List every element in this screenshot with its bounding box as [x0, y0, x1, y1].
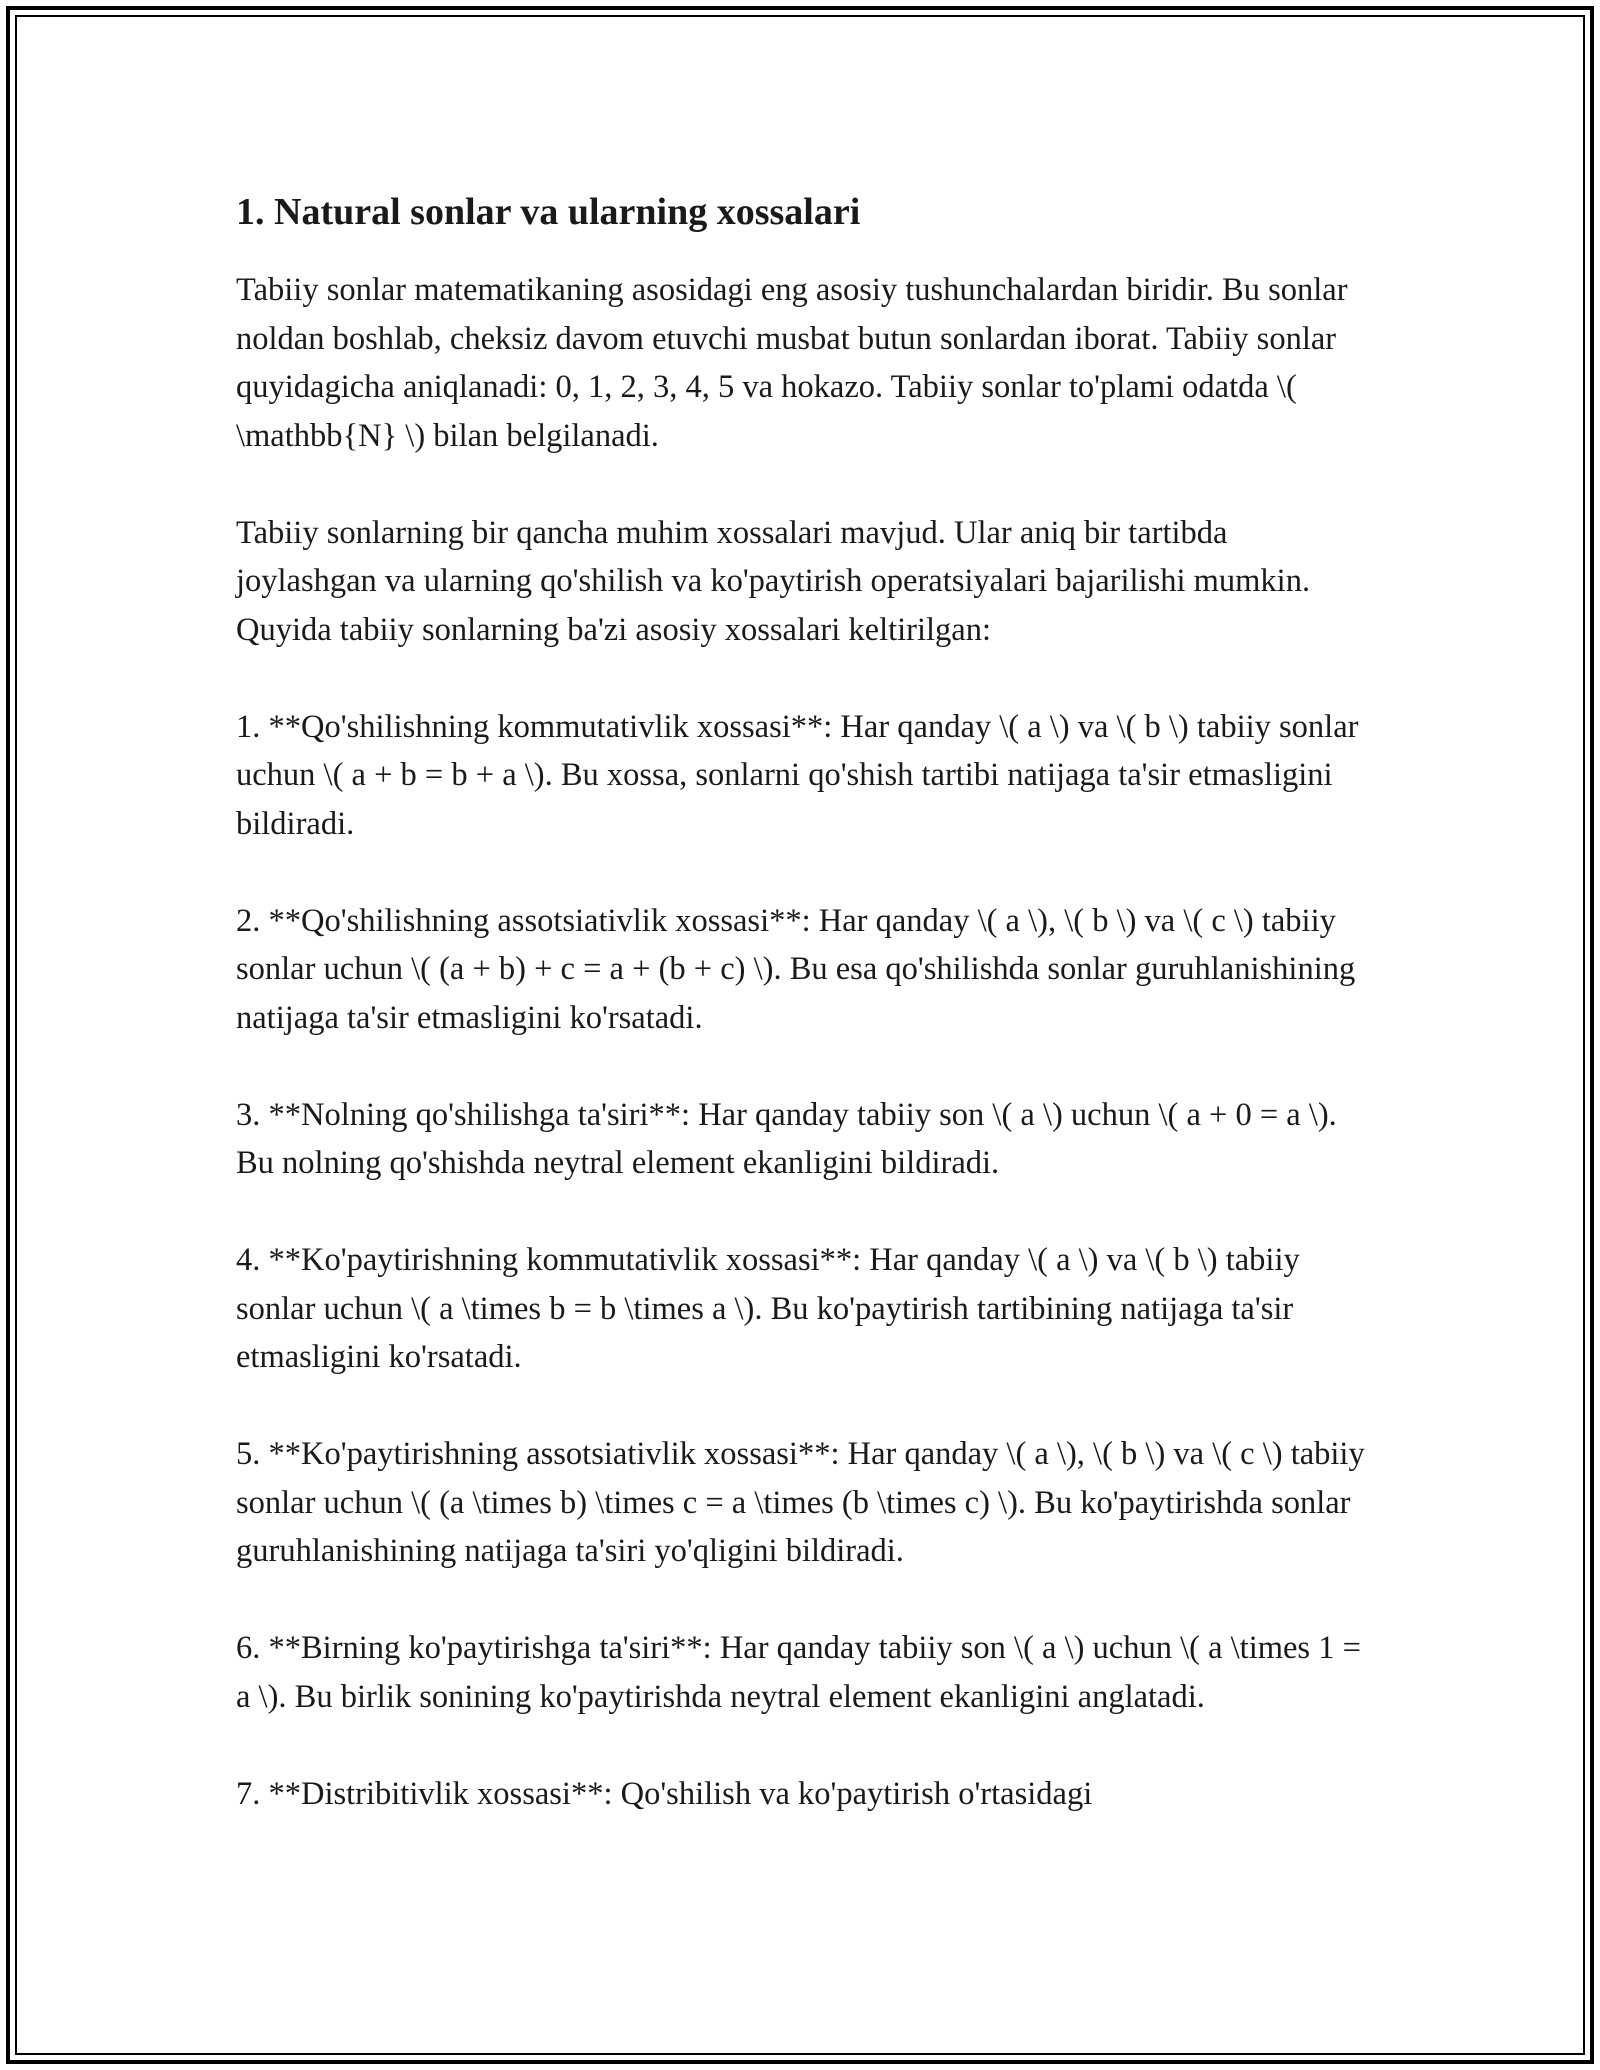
property-item-2: 2. **Qo'shilishning assotsiativlik xossasi**: Har qanday \( a \), \( b \) va \( c \) tabiiy sonlar uchun \( (a + b) + c = a + (b + c) \). Bu esa qo'shilishda sonlar guruhlanishining natijaga ta'sir etmasligini ko'rsatadi.: [236, 902, 1356, 1036]
properties-intro-paragraph: Tabiiy sonlarning bir qancha muhim xossalari mavjud. Ular aniq bir tartibda joylashgan va ularning qo'shilish va ko'paytirish operatsiyalari bajarilishi mumkin. Quyida tabiiy sonlarning ba'zi asosiy xossalari keltirilgan:: [236, 514, 1311, 648]
property-item-5: 5. **Ko'paytirishning assotsiativlik xossasi**: Har qanday \( a \), \( b \) va \( c \) tabiiy sonlar uchun \( (a \times b) \times c = a \times (b \times c) \). Bu ko'paytirishda sonlar guruhlanishining natijaga ta'siri yo'qligini bildiradi.: [236, 1436, 1365, 1569]
property-item-4: 4. **Ko'paytirishning kommutativlik xossasi**: Har qanday \( a \) va \( b \) tabiiy sonlar uchun \( a \times b = b \times a \). Bu ko'paytirish tartibining natijaga ta'sir etmasligini ko'rsatadi.: [236, 1242, 1300, 1375]
property-item-3: 3. **Nolning qo'shilishga ta'siri**: Har qanday tabiiy son \( a \) uchun \( a + 0 = a \). Bu nolning qo'shishda neytral element ekanligini bildiradi.: [236, 1096, 1337, 1181]
property-item-1: 1. **Qo'shilishning kommutativlik xossasi**: Har qanday \( a \) va \( b \) tabiiy sonlar uchun \( a + b = b + a \). Bu xossa, sonlarni qo'shish tartibi natijaga ta'sir etmasligini bildiradi.: [236, 708, 1359, 842]
document-body: [236, 188, 1376, 1867]
intro-paragraph: Tabiiy sonlar matematikaning asosidagi eng asosiy tushunchalardan biridir. Bu sonlar noldan boshlab, cheksiz davom etuvchi musbat butun sonlardan iborat. Tabiiy sonlar quyidagicha aniqlanadi: 0, 1, 2, 3, 4, 5 va hokazo. Tabiiy sonlar to'plami odatda \( \mathbb{N} \) bilan belgilanadi.: [236, 272, 1348, 454]
page-title: 1. Natural sonlar va ularning xossalari: [236, 191, 861, 233]
property-item-6: 6. **Birning ko'paytirishga ta'siri**: Har qanday tabiiy son \( a \) uchun \( a \times 1 = a \). Bu birlik sonining ko'paytirishda neytral element ekanligini anglatadi.: [236, 1630, 1361, 1715]
property-item-7: 7. **Distribitivlik xossasi**: Qo'shilish va ko'paytirish o'rtasidagi: [236, 1775, 1093, 1812]
